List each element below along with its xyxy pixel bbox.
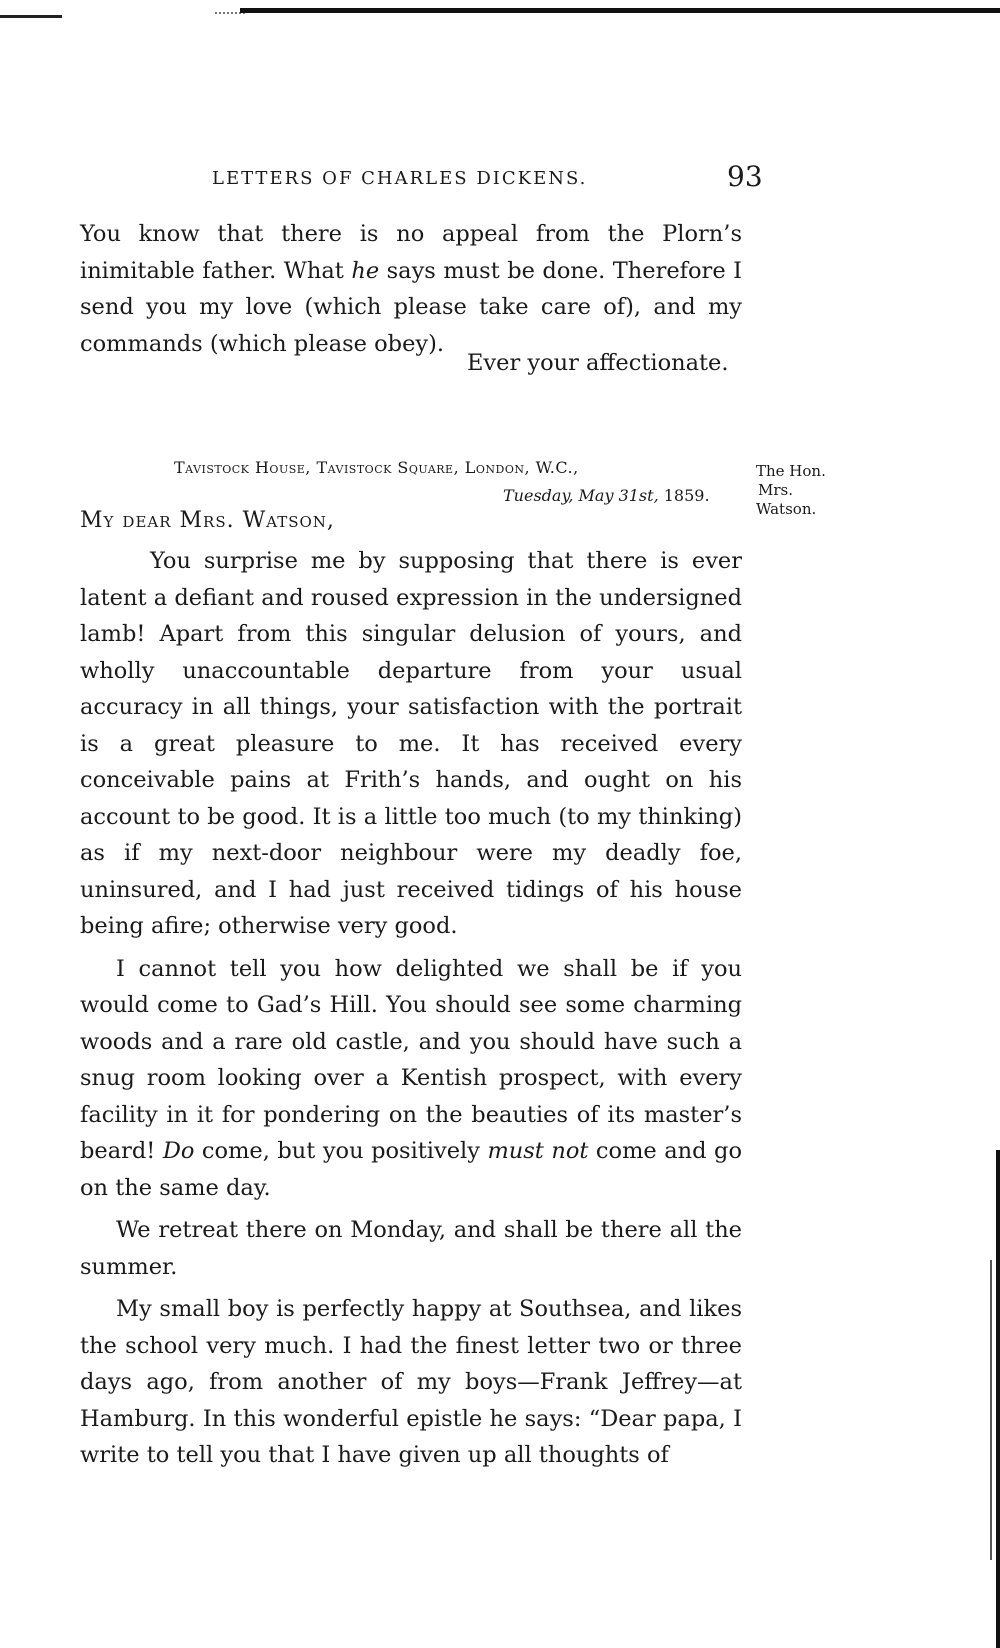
margin-note-line: The Hon. (756, 462, 826, 480)
margin-note-line: Mrs. (758, 481, 793, 499)
letter-paragraph-2-text-2: come, but you positively (194, 1138, 488, 1164)
letter-paragraph-2-text-1: I cannot tell you how delighted we shall be if you would come to Gad’s Hill. You should see some charming woods and a rare old castle, and you should have such a snug room looking over a Kentish prospect, with every facility in it for pondering on the beauties of its master’s beard! (80, 955, 742, 1164)
scan-top-rule (240, 8, 1000, 13)
previous-letter-text-1: You know that there is no appeal from the Plorn’s inimitable father. What (80, 221, 742, 284)
page-number: 93 (727, 160, 763, 193)
previous-letter-emphasis: he (351, 257, 380, 284)
letter-paragraph-3: We retreat there on Monday, and shall be there all the summer. (80, 1217, 742, 1280)
letter-paragraph-2-emphasis-do: Do (162, 1138, 195, 1164)
letter-body (80, 543, 742, 1474)
letter-date-text: Tuesday, May 31st, (503, 486, 659, 505)
letter-paragraph-2 (80, 951, 742, 1207)
running-head (0, 160, 1000, 200)
margin-note-recipient (756, 462, 856, 519)
scan-corner-mark (0, 15, 62, 18)
letter-year: 1859. (663, 486, 710, 505)
letter-paragraph-1: You surprise me by supposing that there is ever latent a defiant and roused expression in the undersigned lamb! Apart from this singular delusion of yours, and wholly unaccountable departure from your usual accuracy in all things, your satisfaction with the portrait is a great pleasure to me. It has received every conceivable pains at Frith’s hands, and ought on his account to be good. It is a little too much (to my thinking) as if my next-door neighbour were my deadly foe, uninsured, and I had just received tidings of his house being afire; otherwise very good. (80, 548, 742, 939)
previous-letter-ending (80, 216, 742, 362)
previous-letter-closing: Ever your affectionate. (467, 350, 729, 376)
letter-salutation: My dear Mrs. Watson, (80, 508, 335, 533)
letter-date (503, 486, 710, 505)
letter-paragraph-2-text-3: come and go on the same day. (80, 1138, 742, 1201)
letter-paragraph-2-emphasis-must-not: must not (487, 1138, 589, 1164)
previous-letter-paragraph (80, 216, 742, 362)
running-title: LETTERS OF CHARLES DICKENS. (212, 168, 588, 189)
letter-paragraph-4: My small boy is perfectly happy at Southsea, and likes the school very much. I had the finest letter two or three days ago, from another of my boys—Frank Jeffrey—at Hamburg. In this wonderful epistle he says: “Dear papa, I write to tell you that I have given up all thoughts of (80, 1296, 742, 1468)
letter-address: Tavistock House, Tavistock Square, London, W.C., (174, 458, 579, 477)
scan-right-edge (996, 1150, 1000, 1648)
margin-note-line: Watson. (756, 500, 817, 518)
previous-letter-text-2: says must be done. Therefore I send you my love (which please take care of), and my commands (which please obey). (80, 257, 742, 357)
scan-right-edge-inner (990, 1260, 992, 1560)
